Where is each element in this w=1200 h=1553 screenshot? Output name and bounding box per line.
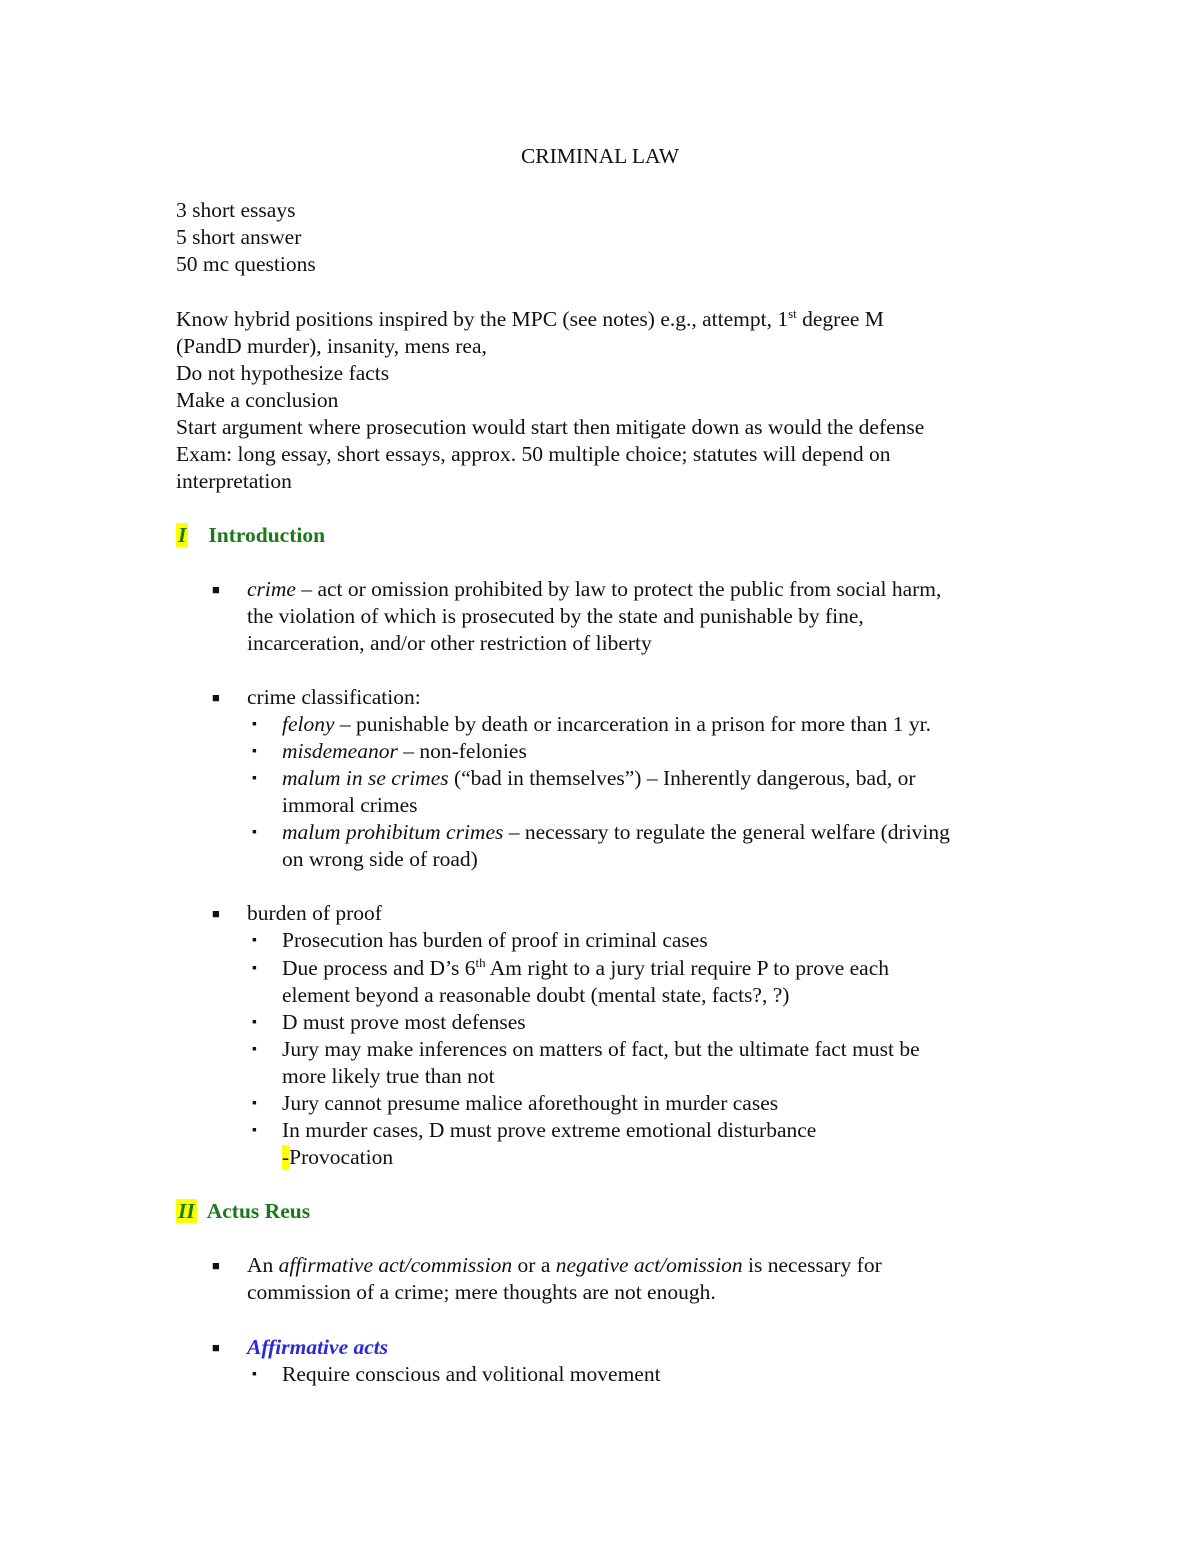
section-numeral: II — [178, 1199, 195, 1223]
square-bullet: ■ — [212, 906, 220, 921]
burden-item-4-cont: more likely true than not — [282, 1064, 495, 1088]
note-line-5: Start argument where prosecution would start then mitigate down as would the defense — [176, 415, 925, 439]
burden-item-2-pre: Due process and D’s 6 — [282, 956, 476, 980]
section-title: Introduction — [208, 523, 326, 547]
small-bullet: ▪ — [252, 1096, 257, 1111]
crime-definition-line-1 — [247, 576, 941, 603]
note-know-line-1-sup: st — [788, 305, 797, 321]
small-bullet: ▪ — [252, 717, 257, 732]
section-heading-introduction — [176, 522, 325, 549]
square-bullet: ■ — [212, 1340, 220, 1355]
malum-in-se-def: (“bad in themselves”) – Inherently dangerous, bad, or — [448, 766, 916, 790]
act-post: is necessary for — [742, 1253, 882, 1277]
square-bullet: ■ — [212, 1258, 220, 1273]
act-em-1: affirmative act/commission — [278, 1253, 513, 1277]
act-line-2: commission of a crime; mere thoughts are not enough. — [247, 1280, 716, 1304]
square-bullet: ■ — [212, 582, 220, 597]
burden-item-2-post: Am right to a jury trial require P to prove each — [485, 956, 890, 980]
small-bullet: ▪ — [252, 771, 257, 786]
crime-definition-line-3: incarceration, and/or other restriction of liberty — [247, 631, 652, 655]
burden-item-2-cont: element beyond a reasonable doubt (mental state, facts?, ?) — [282, 983, 790, 1007]
burden-item-3: D must prove most defenses — [282, 1010, 526, 1034]
note-know-line-1-post: degree M — [796, 307, 884, 331]
act-pre: An — [247, 1253, 279, 1277]
small-bullet: ▪ — [252, 961, 257, 976]
note-line-3: Do not hypothesize facts — [176, 361, 390, 385]
crime-definition-line-2: the violation of which is prosecuted by the state and punishable by fine, — [247, 604, 864, 628]
burden-item-1: Prosecution has burden of proof in criminal cases — [282, 928, 708, 952]
small-bullet: ▪ — [252, 1367, 257, 1382]
felony-term: felony — [282, 712, 335, 736]
misdemeanor-def: – non-felonies — [397, 739, 527, 763]
exam-format-line-1: 3 short essays — [176, 198, 296, 222]
burden-item-6-sub — [282, 1144, 393, 1171]
section-title: Actus Reus — [206, 1199, 311, 1223]
small-bullet: ▪ — [252, 1123, 257, 1138]
section-numeral: I — [178, 523, 187, 547]
exam-format-line-2: 5 short answer — [176, 225, 302, 249]
square-bullet: ■ — [212, 690, 220, 705]
act-mid: or a — [512, 1253, 556, 1277]
burden-item-2-sup: th — [475, 954, 486, 970]
classification-label: crime classification: — [247, 685, 421, 709]
malum-prohibitum-term: malum prohibitum crimes — [282, 820, 504, 844]
act-em-2: negative act/omission — [555, 1253, 743, 1277]
document-title: CRIMINAL LAW — [520, 144, 680, 168]
misdemeanor-term: misdemeanor — [282, 739, 398, 763]
highlighted-dash: - — [282, 1145, 290, 1169]
burden-item-5: Jury cannot presume malice aforethought in murder cases — [282, 1091, 779, 1115]
note-know-line-1 — [176, 306, 884, 333]
felony-item — [282, 711, 931, 738]
burden-item-6: In murder cases, D must prove extreme emotional disturbance — [282, 1118, 817, 1142]
note-know-line-2: (PandD murder), insanity, mens rea, — [176, 334, 487, 358]
burden-label: burden of proof — [247, 901, 382, 925]
malum-in-se-item — [282, 765, 915, 792]
small-bullet: ▪ — [252, 744, 257, 759]
act-line-1 — [247, 1252, 882, 1279]
small-bullet: ▪ — [252, 1042, 257, 1057]
small-bullet: ▪ — [252, 825, 257, 840]
crime-def-text: – act or omission prohibited by law to protect the public from social harm, — [295, 577, 942, 601]
burden-item-4: Jury may make inferences on matters of fact, but the ultimate fact must be — [282, 1037, 920, 1061]
misdemeanor-item — [282, 738, 527, 765]
crime-term: crime — [247, 577, 296, 601]
malum-in-se-item-cont: immoral crimes — [282, 793, 418, 817]
affirmative-acts-label: Affirmative acts — [247, 1335, 389, 1359]
burden-item-2 — [282, 955, 889, 982]
note-line-4: Make a conclusion — [176, 388, 339, 412]
affirmative-item-1: Require conscious and volitional movement — [282, 1362, 661, 1386]
small-bullet: ▪ — [252, 933, 257, 948]
malum-in-se-term: malum in se crimes — [282, 766, 449, 790]
felony-def: – punishable by death or incarceration in a prison for more than 1 yr. — [334, 712, 931, 736]
note-line-7: interpretation — [176, 469, 292, 493]
malum-prohibitum-item — [282, 819, 950, 846]
section-heading-actus-reus — [176, 1198, 310, 1225]
note-line-6: Exam: long essay, short essays, approx. 50 multiple choice; statutes will depend on — [176, 442, 891, 466]
small-bullet: ▪ — [252, 1015, 257, 1030]
exam-format-line-3: 50 mc questions — [176, 252, 316, 276]
provocation-text: Provocation — [289, 1145, 394, 1169]
malum-prohibitum-def: – necessary to regulate the general welfare (driving — [503, 820, 950, 844]
malum-prohibitum-item-cont: on wrong side of road) — [282, 847, 478, 871]
note-know-line-1-pre: Know hybrid positions inspired by the MPC (see notes) e.g., attempt, 1 — [176, 307, 789, 331]
